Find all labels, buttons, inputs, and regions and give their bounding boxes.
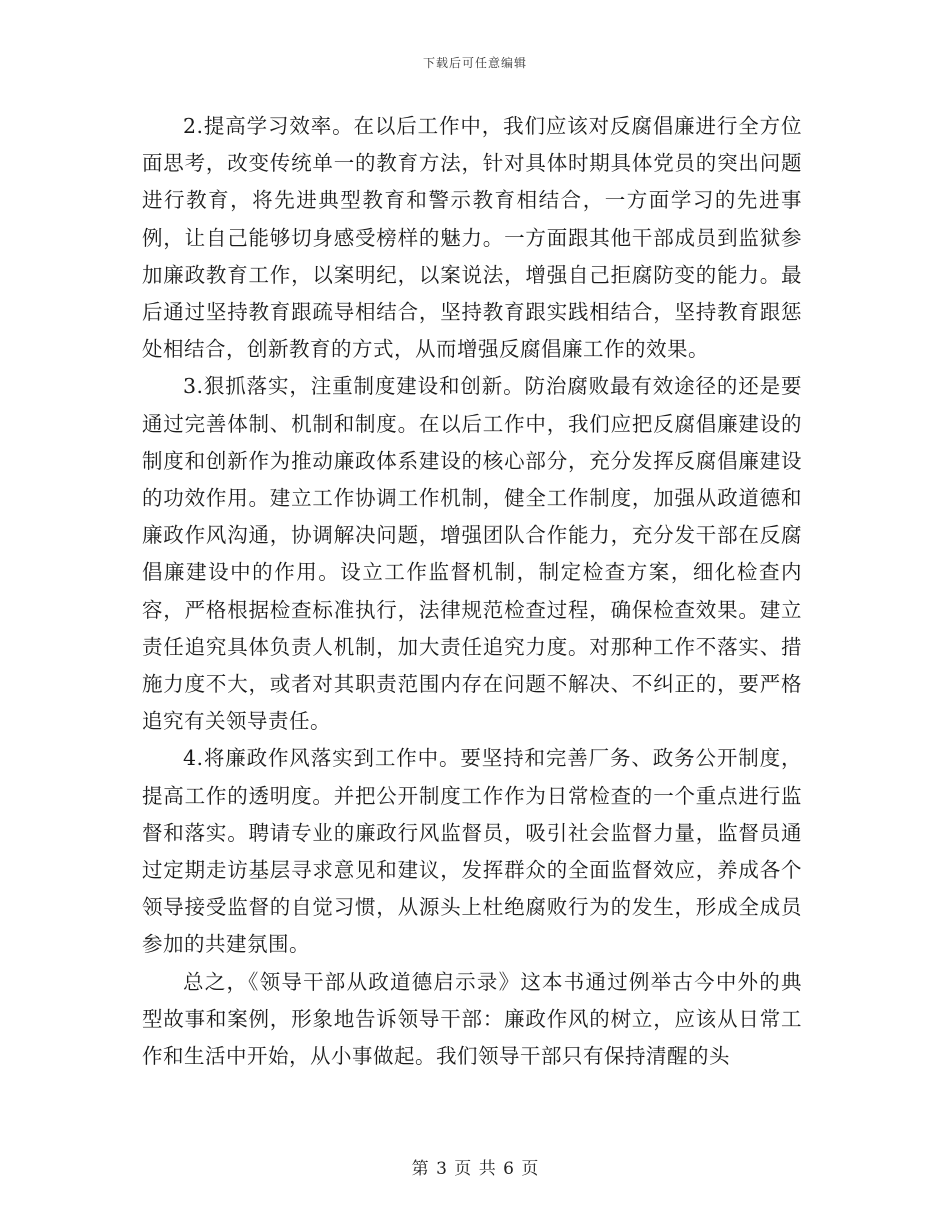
document-body xyxy=(142,108,802,1075)
paragraph-item-3: 3.狠抓落实，注重制度建设和创新。防治腐败最有效途径的还是要通过完善体制、机制和制度。在以后工作中，我们应把反腐倡廉建设的制度和创新作为推动廉政体系建设的核心部分，充分发挥反腐倡廉建设的功效作用。建立工作协调工作机制，健全工作制度，加强从政道德和廉政作风沟通，协调解决问题，增强团队合作能力，充分发干部在反腐倡廉建设中的作用。设立工作监督机制，制定检查方案，细化检查内容，严格根据检查标准执行，法律规范检查过程，确保检查效果。建立责任追究具体负责人机制，加大责任追究力度。对那种工作不落实、措施力度不大，或者对其职责范围内存在问题不解决、不纠正的，要严格追究有关领导责任。 xyxy=(142,374,802,734)
page-header: 下载后可任意编辑 xyxy=(422,56,527,70)
paragraph-summary: 总之，《领导干部从政道德启示录》这本书通过例举古今中外的典型故事和案例，形象地告诉领导干部：廉政作风的树立，应该从日常工作和生活中开始，从小事做起。我们领导干部只有保持清醒的头 xyxy=(142,969,802,1069)
paragraph-item-2: 2.提高学习效率。在以后工作中，我们应该对反腐倡廉进行全方位面思考，改变传统单一的教育方法，针对具体时期具体党员的突出问题进行教育，将先进典型教育和警示教育相结合，一方面学习的先进事例，让自己能够切身感受榜样的魅力。一方面跟其他干部成员到监狱参加廉政教育工作，以案明纪，以案说法，增强自己拒腐防变的能力。最后通过坚持教育跟疏导相结合，坚持教育跟实践相结合，坚持教育跟惩处相结合，创新教育的方式，从而增强反腐倡廉工作的效果。 xyxy=(142,114,802,362)
paragraph-item-4: 4.将廉政作风落实到工作中。要坚持和完善厂务、政务公开制度，提高工作的透明度。并把公开制度工作作为日常检查的一个重点进行监督和落实。聘请专业的廉政行风监督员，吸引社会监督力量，监督员通过定期走访基层寻求意见和建议，发挥群众的全面监督效应，养成各个领导接受监督的自觉习惯，从源头上杜绝腐败行为的发生，形成全成员参加的共建氛围。 xyxy=(142,746,802,957)
page-footer: 第 3 页 共 6 页 xyxy=(411,1159,539,1179)
